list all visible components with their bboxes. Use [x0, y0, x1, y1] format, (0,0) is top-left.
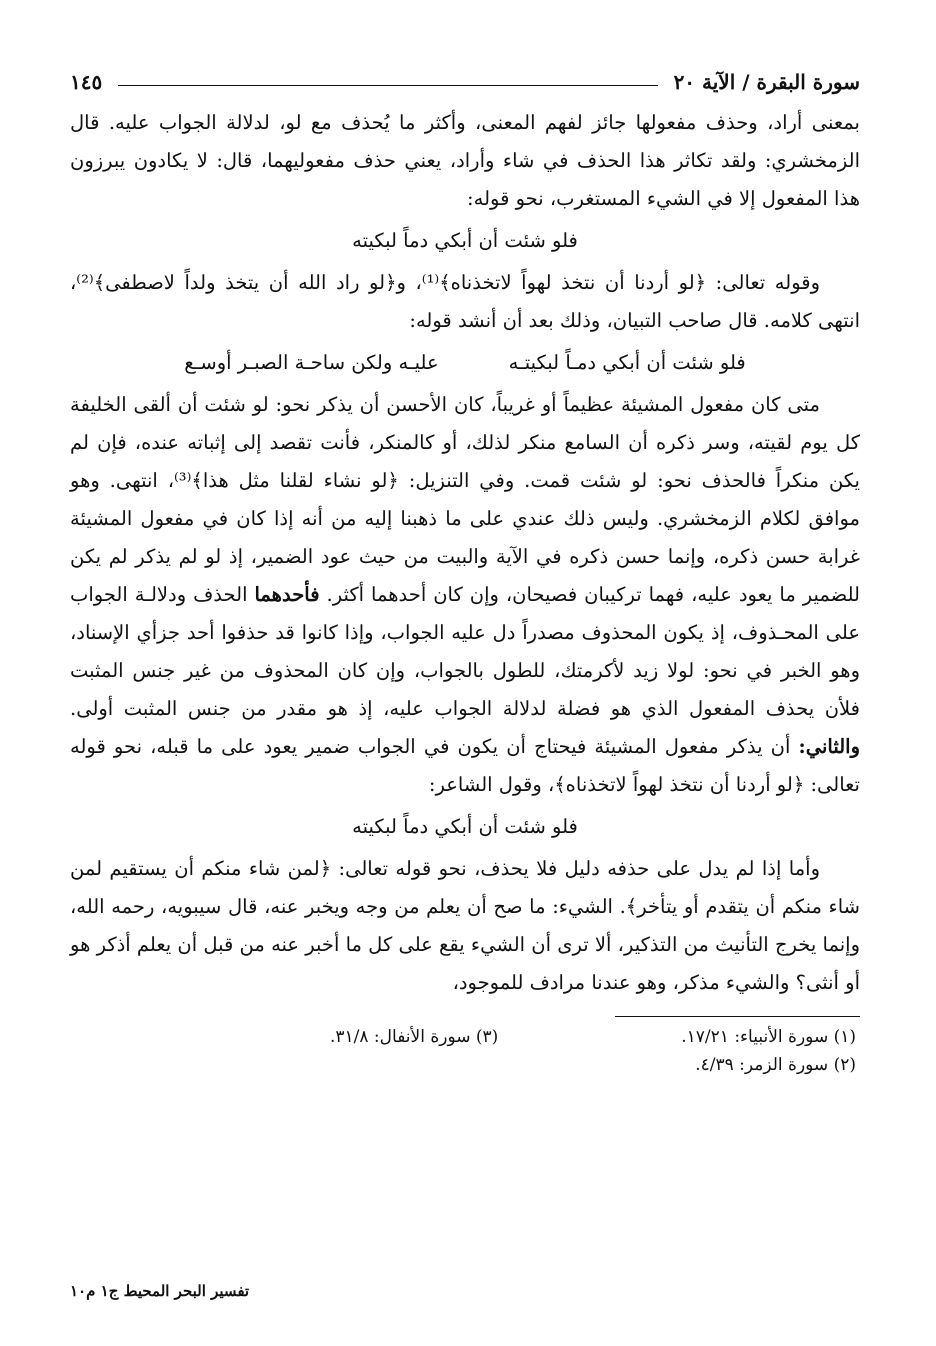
running-header	[70, 60, 860, 104]
paragraph-3-part-1: متى كان مفعول المشيئة عظيماً أو غريباً، كان الأحسن أن يذكر نحو: لو شئت أن ألقى الخليفة كل يوم لقيته، وسر ذكره أن السامع منكر لذلك، أو كالمنكر، فأنت تقصد إلى إثباته عنده، فإن لم يكن منكراً فالحذف نحو: لو شئت قمت. وفي التنزيل: ﴿لو نشاء لقلنا مثل هذا﴾⁽³⁾، انتهى. وهو موافق لكلام الزمخشري. وليس ذلك عندي على ما ذهبنا إليه من أنه إذا كان في مفعول المشيئة غرابة حسن ذكره، وإنما حسن ذكره في الآية والبيت من حيث عود الضمير، إذ لو لم يذكر لم يكن للضمير ما يعود عليه، فهما تركيبان فصيحان، وإن كان أحدهما أكثر.	[70, 393, 860, 606]
footnotes-column-left	[330, 1023, 498, 1079]
footnotes-column-right	[681, 1023, 856, 1079]
footnote-1: (١) سورة الأنبياء: ١٧/٢١.	[681, 1027, 856, 1047]
paragraph-3-part-2: الحذف ودلالـة الجواب على المحـذوف، إذ يكون المحذوف مصدراً دل عليه الجواب، وإذا كانوا قد حذفوا أحد جزأي الإسناد، وهو الخبر في نحو: لولا زيد لأكرمتك، للطول بالجواب، وإن كان المحذوف من غير جنس المثبت فلأن يحذف المفعول الذي هو فضلة لدلالة الجواب عليه، إذ هو مقدر من جنس المثبت أولى.	[70, 583, 860, 720]
verse-line-3: فلو شئت أن أبكي دماً لبكيته	[352, 815, 578, 838]
header-title: سورة البقرة / الآية ٢٠	[673, 70, 860, 94]
body-text	[70, 104, 860, 1002]
verse-hemistich-second: عليـه ولكن ساحـة الصبـر أوسـع	[184, 351, 439, 374]
paragraph-1: بمعنى أراد، وحذف مفعولها جائز لفهم المعنى، وأكثر ما يُحذف مع لو، لدلالة الجواب عليه. قال الزمخشري: ولقد تكاثر هذا الحذف في شاء وأراد، يعني حذف مفعوليهما، قال: لا يكادون يبرزون هذا المفعول إلا في الشيء المستغرب، نحو قوله:	[70, 111, 860, 210]
paragraph-3-part-3: أن يذكر مفعول المشيئة فيحتاج أن يكون في الجواب ضمير يعود على ما قبله، نحو قوله تعالى: ﴿لو أردنا أن نتخذ لهواً لاتخذناه﴾، وقول الشاعر:	[70, 735, 860, 796]
verse-hemistich-first: فلو شئت أن أبكي دمـاً لبكيتـه	[508, 351, 746, 374]
footnotes	[70, 1023, 860, 1079]
page-number: ١٤٥	[70, 70, 103, 94]
verse-couplet	[70, 344, 860, 382]
footnote-3: (٣) سورة الأنفال: ٣١/٨.	[330, 1027, 499, 1047]
paragraph-2: وقوله تعالى: ﴿لو أردنا أن نتخذ لهواً لاتخذناه﴾⁽¹⁾، و﴿لو راد الله أن يتخذ ولداً لاصطفى﴾⁽²⁾، انتهى كلامه. قال صاحب التبيان، وذلك بعد أن أنشد قوله:	[70, 271, 860, 332]
paragraph-3	[70, 386, 860, 804]
footnote-2: (٢) سورة الزمر: ٤/٣٩.	[695, 1055, 856, 1075]
verse-line-1: فلو شئت أن أبكي دماً لبكيته	[352, 229, 578, 252]
document-page	[70, 60, 860, 1300]
header-rule	[118, 85, 657, 86]
printer-signature: تفسير البحر المحيط ج١ م١٠	[70, 1282, 250, 1300]
footnote-separator	[615, 1016, 860, 1017]
paragraph-4: وأما إذا لم يدل على حذفه دليل فلا يحذف، نحو قوله تعالى: ﴿لمن شاء منكم أن يستقيم لمن شاء منكم أن يتقدم أو يتأخر﴾. الشيء: ما صح أن يعلم من وجه ويخبر عنه، قال سيبويه، رحمه الله، وإنما يخرج التأنيث من التذكير، ألا ترى أن الشيء يقع على كل ما أخبر عنه من قبل أن يعلم أذكر هو أو أنثى؟ والشيء مذكر، وهو عندنا مرادف للموجود،	[70, 857, 860, 994]
paragraph-3-bold-second: والثاني:	[798, 735, 861, 758]
paragraph-3-bold-first: فأحدهما	[254, 583, 320, 606]
